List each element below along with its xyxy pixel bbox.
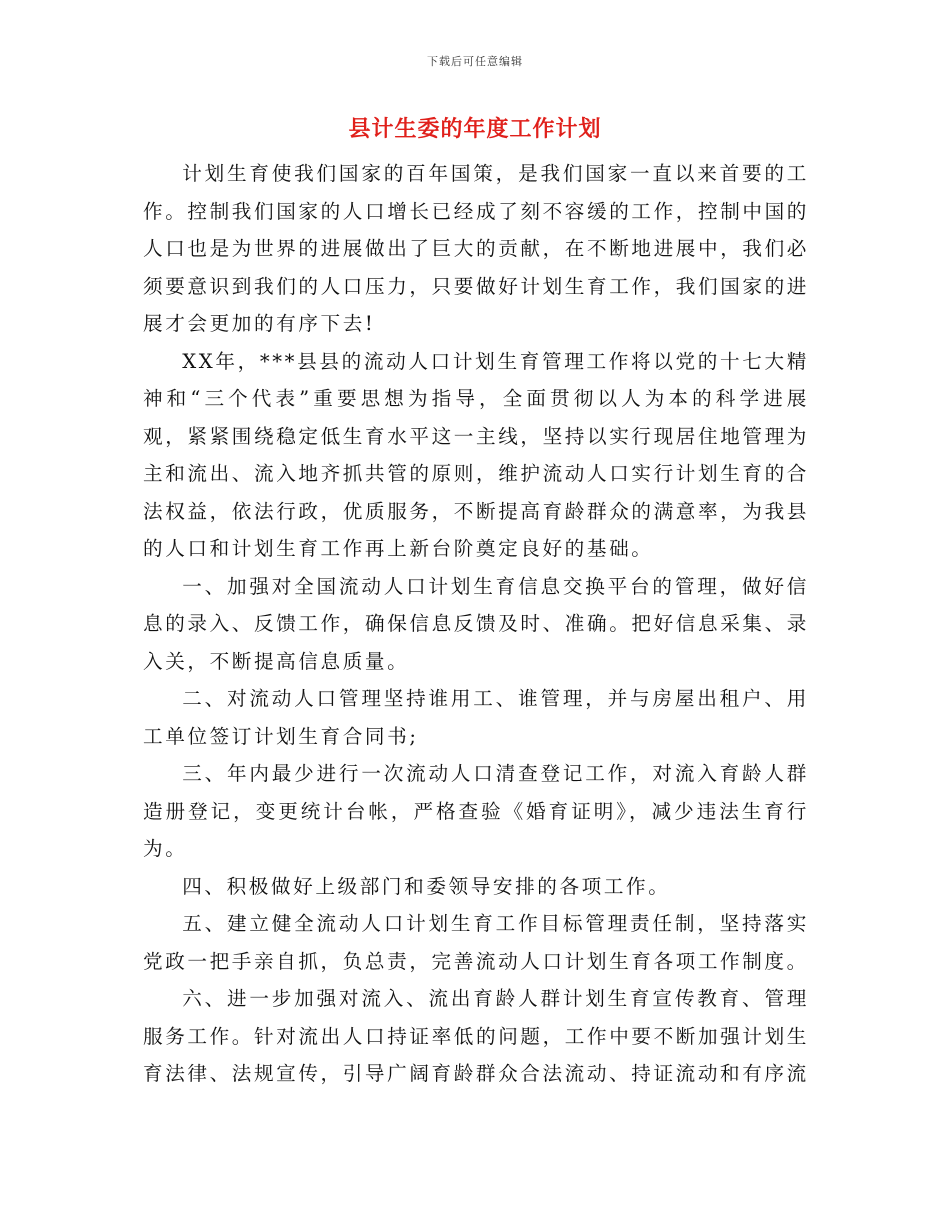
paragraph-intro: 计划生育使我们国家的百年国策，是我们国家一直以来首要的工作。控制我们国家的人口增长已经成了刻不容缓的工作，控制中国的人口也是为世界的进展做出了巨大的贡献，在不断地进展中，我们必须要意识到我们的人口压力，只要做好计划生育工作，我们国家的进展才会更加的有序下去! bbox=[143, 162, 809, 335]
paragraph-item-5: 五、建立健全流动人口计划生育工作目标管理责任制，坚持落实党政一把手亲自抓，负总责，完善流动人口计划生育各项工作制度。 bbox=[143, 912, 809, 973]
paragraph-item-1: 一、加强对全国流动人口计划生育信息交换平台的管理，做好信息的录入、反馈工作，确保信息反馈及时、准确。把好信息采集、录入关，不断提高信息质量。 bbox=[143, 574, 809, 673]
paragraph-item-4: 四、积极做好上级部门和委领导安排的各项工作。 bbox=[182, 874, 671, 898]
paragraph-item-2: 二、对流动人口管理坚持谁用工、谁管理，并与房屋出租户、用工单位签订计划生育合同书; bbox=[143, 687, 809, 748]
document-title: 县计生委的年度工作计划 bbox=[348, 117, 602, 142]
document-body bbox=[143, 155, 809, 1093]
header-note: 下载后可任意编辑 bbox=[427, 55, 523, 68]
paragraph-item-3: 三、年内最少进行一次流动人口清查登记工作，对流入育龄人群造册登记，变更统计台帐，严格查验《婚育证明》，减少违法生育行为。 bbox=[143, 762, 809, 860]
paragraph-overview: XX年，***县县的流动人口计划生育管理工作将以党的十七大精神和“三个代表”重要思想为指导，全面贯彻以人为本的科学进展观，紧紧围绕稳定低生育水平这一主线，坚持以实行现居住地管理为主和流出、流入地齐抓共管的原则，维护流动人口实行计划生育的合法权益，依法行政，优质服务，不断提高育龄群众的满意率，为我县的人口和计划生育工作再上新台阶奠定良好的基础。 bbox=[143, 349, 809, 560]
paragraph-item-6: 六、进一步加强对流入、流出育龄人群计划生育宣传教育、管理服务工作。针对流出人口持证率低的问题，工作中要不断加强计划生育法律、法规宣传，引导广阔育龄群众合法流动、持证流动和有序流 bbox=[143, 987, 809, 1085]
